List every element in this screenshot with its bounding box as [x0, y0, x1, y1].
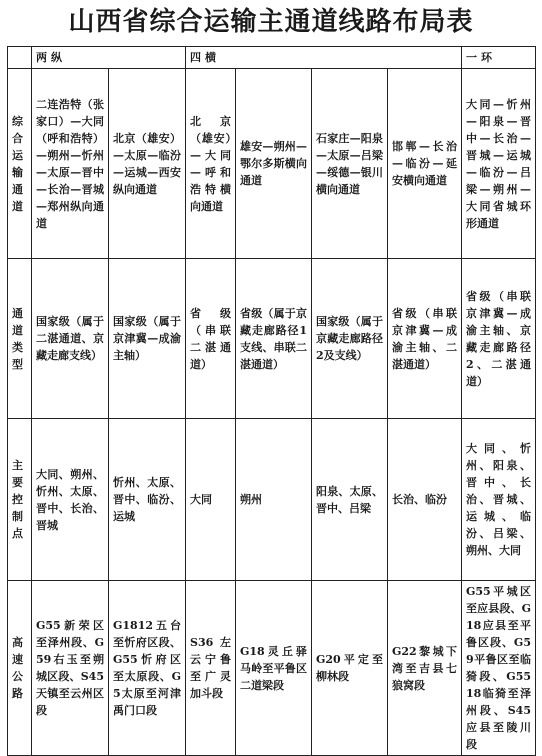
- row-label-cell: [8, 581, 32, 756]
- row-label-cell: [8, 419, 32, 581]
- group-header-two-vertical: 两纵: [32, 47, 186, 69]
- table-cell: 省级（串联京津冀—成渝主轴、二湛通道）: [388, 259, 462, 419]
- table-cell: 国家级（属于京藏走廊路径2及支线）: [312, 259, 388, 419]
- table-cell: 雄安—朔州—鄂尔多斯横向通道: [236, 69, 312, 259]
- table-cell: 省级（串联京津冀—成渝主轴、京藏走廊路径2、二湛通道）: [462, 259, 536, 419]
- table-cell: 北京（雄安）—大同—呼和浩特横向通道: [186, 69, 236, 259]
- table-row: [8, 69, 536, 259]
- row-label-cell: [8, 69, 32, 259]
- table-cell: 北京（雄安）—太原—临汾—运城—西安纵向通道: [109, 69, 186, 259]
- table-row: [8, 259, 536, 419]
- table-cell: 二连浩特（张家口）—大同（呼和浩特）—朔州—忻州—太原—晋中—长治—晋城—郑州纵向通道: [32, 69, 109, 259]
- row-label-cell: [8, 259, 32, 419]
- table-cell: 国家级（属于京津冀—成渝主轴）: [109, 259, 186, 419]
- corner-cell: [8, 47, 32, 69]
- table-cell: 阳泉、太原、晋中、吕梁: [312, 419, 388, 581]
- route-layout-table: [7, 46, 536, 756]
- table-cell: 邯郸—长治—临汾—延安横向通道: [388, 69, 462, 259]
- table-cell: G22黎城下湾至吉县七狼窝段: [388, 581, 462, 756]
- table-cell: 长治、临汾: [388, 419, 462, 581]
- table-cell: 朔州: [236, 419, 312, 581]
- header-row: [8, 47, 536, 69]
- table-cell: G1812五台至忻府区段、G55忻府区至太原段、G5太原至河津禹门口段: [109, 581, 186, 756]
- table-cell: G55平城区至应县段、G18应县至平鲁区段、G59平鲁区至临猗段、G5518临猗至泽州段、S45应县至陵川段: [462, 581, 536, 756]
- row-label: 主要控制点: [12, 459, 23, 540]
- group-header-four-horizontal: 四横: [186, 47, 462, 69]
- table-cell: 忻州、太原、晋中、临汾、运城: [109, 419, 186, 581]
- table-row: [8, 581, 536, 756]
- table-cell: 石家庄—阳泉—太原—吕梁—绥德—银川横向通道: [312, 69, 388, 259]
- table-cell: G55新荣区至泽州段、G59右玉至朔城区段、S45天镇至云州区段: [32, 581, 109, 756]
- row-label: 通道类型: [12, 306, 23, 371]
- table-cell: 省级（属于京藏走廊路径1支线、串联二湛通道）: [236, 259, 312, 419]
- table-cell: 大同、忻州、阳泉、晋中、长治、晋城、运城、临汾、吕梁、朔州、大同: [462, 419, 536, 581]
- page-title: 山西省综合运输主通道线路布局表: [68, 7, 474, 37]
- table-cell: G18灵丘驿马岭至平鲁区二道梁段: [236, 581, 312, 756]
- row-label: 高速公路: [12, 636, 23, 700]
- table-cell: 省级（串联二湛通道）: [186, 259, 236, 419]
- table-cell: 大同: [186, 419, 236, 581]
- group-header-one-ring: 一环: [462, 47, 536, 69]
- table-cell: 大同—忻州—阳泉—晋中—长治—晋城—运城—临汾—吕梁—朔州—大同省城环形通道: [462, 69, 536, 259]
- table-cell: G20平定至柳林段: [312, 581, 388, 756]
- table-cell: 大同、朔州、忻州、太原、晋中、长治、晋城: [32, 419, 109, 581]
- table-cell: S36左云宁鲁至广灵加斗段: [186, 581, 236, 756]
- table-row: [8, 419, 536, 581]
- table-cell: 国家级（属于二湛通道、京藏走廊支线）: [32, 259, 109, 419]
- row-label: 综合运输通道: [12, 114, 23, 213]
